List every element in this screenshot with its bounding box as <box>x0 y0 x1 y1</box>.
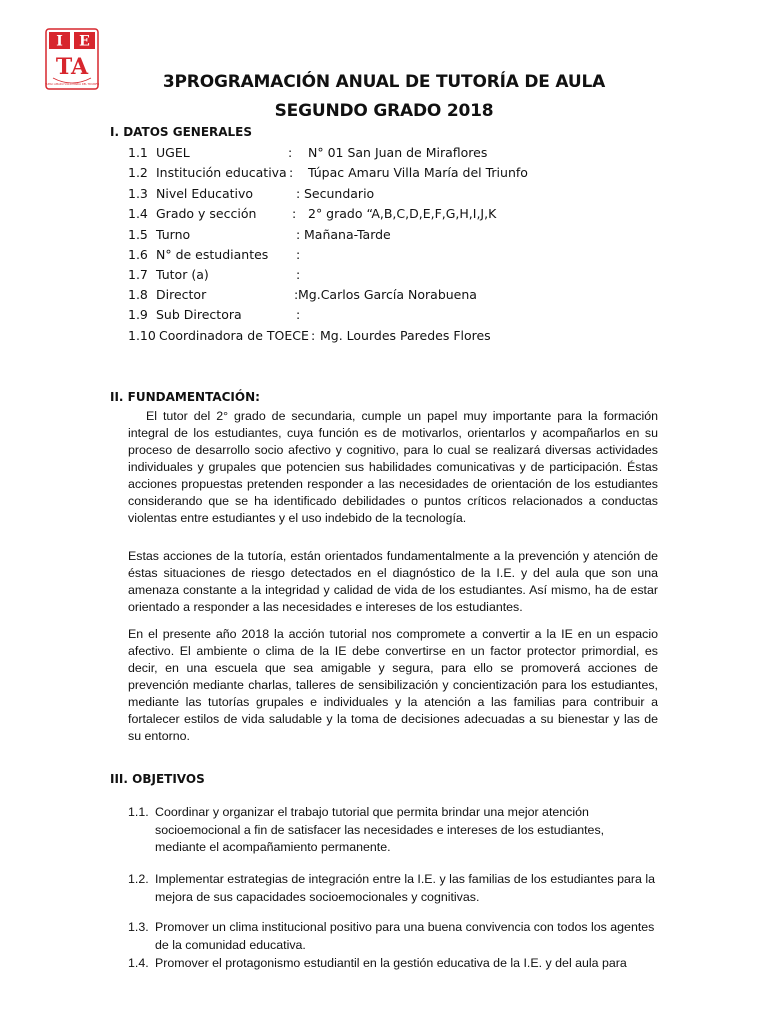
row-separator: : <box>296 227 301 242</box>
paragraph: En el presente año 2018 la acción tutorial nos compromete a convertir a la IE en un espacio afectivo. El ambiente o clima de la IE debe convertirse en un factor protector primordial, es decir, en una escuela que sea amigable y segura, para ello se promoverá acciones de prevención mediante charlas, talleres de sensibilización y concientización para los estudiantes, mediante las tutorías grupales e individuales y la atención a las familias para contribuir a fortalecer estilos de vida saludable y la toma de decisiones adecuadas a su bienestar y las de su entorno. <box>128 627 658 743</box>
logo-letter-i: I <box>56 33 63 50</box>
paragraph: El tutor del 2° grado de secundaria, cumple un papel muy importante para la formación integral de los estudiantes, cuya función es de motivarlos, orientarlos y acompañarlos en su proceso de desarrollo socio afectivo y cognitivo, para lo cual se realizará diversas actividades individuales y grupales que potencien sus habilidades comunicativas y de participación. Éstas acciones propuestas pretenden responder a las necesidades de orientación de los estudiantes considerando que se ha identificado debilidades o puntos críticos relacionados a conductas violentas entre estudiantes y el uso indebido de la tecnología. <box>128 409 658 525</box>
row-separator: : <box>296 247 301 262</box>
section-heading-fundamentacion: II. FUNDAMENTACIÓN: <box>110 390 260 404</box>
row-number: 1.9 <box>128 307 148 322</box>
objective-text: Implementar estrategias de integración entre la I.E. y las familias de los estudiantes para la mejora de sus capacidades socioemocionales y cognitivas. <box>155 872 656 904</box>
row-separator: : <box>288 145 293 160</box>
document-title: 3PROGRAMACIÓN ANUAL DE TUTORÍA DE AULA <box>162 72 606 92</box>
row-number: 1.2 <box>128 165 148 180</box>
row-value: Mañana-Tarde <box>304 227 391 242</box>
row-number: 1.5 <box>128 227 148 242</box>
objective-number: 1.1. <box>128 805 149 819</box>
row-label: Coordinadora de TOECE <box>159 328 309 343</box>
document-subtitle: SEGUNDO GRADO 2018 <box>274 101 494 121</box>
row-value: Mg. Lourdes Paredes Flores <box>320 328 491 343</box>
row-number: 1.4 <box>128 206 148 221</box>
row-number: 1.1 <box>128 145 148 160</box>
objective-number: 1.2. <box>128 872 149 886</box>
row-value: Túpac Amaru Villa María del Triunfo <box>308 165 528 180</box>
logo-monogram: TA <box>55 54 89 80</box>
row-number: 1.7 <box>128 267 148 282</box>
row-label: Grado y sección <box>156 206 257 221</box>
row-label: Nivel Educativo <box>156 186 254 201</box>
paragraph: Estas acciones de la tutoría, están orientados fundamentalmente a la prevención y atención de éstas situaciones de riesgo detectados en el diagnóstico de la I.E. y del aula que son una amenaza constante a la integridad y calidad de vida de los estudiantes. Así mismo, ha de estar orientado a responder a las necesidades e intereses de los estudiantes. <box>128 549 658 614</box>
row-separator: : <box>296 307 301 322</box>
row-separator: : <box>289 165 294 180</box>
row-separator: : <box>292 206 297 221</box>
row-value: 2° grado “A,B,C,D,E,F,G,H,I,J,K <box>308 206 497 221</box>
row-label: Director <box>156 287 207 302</box>
objective-text: Coordinar y organizar el trabajo tutorial que permita brindar una mejor atención socioemocional a fin de satisfacer las necesidades e intereses de los estudiantes, mediante el acompañamiento permanente. <box>155 805 605 854</box>
objective-item <box>128 955 658 973</box>
section-heading-datos-generales: I. DATOS GENERALES <box>110 125 253 139</box>
row-number: 1.6 <box>128 247 148 262</box>
logo-motto: TUPAC AMARU VILLA MARIA DEL TRIUNFO <box>45 83 99 86</box>
row-label: Turno <box>156 227 191 242</box>
objective-item <box>128 804 658 857</box>
row-number: 1.10 <box>128 328 156 343</box>
objective-text: Promover el protagonismo estudiantil en la gestión educativa de la I.E. y del aula para <box>155 956 627 970</box>
row-number: 1.3 <box>128 186 148 201</box>
row-value: N° 01 San Juan de Miraflores <box>308 145 488 160</box>
row-separator: : <box>296 186 301 201</box>
logo-letter-e: E <box>79 33 90 50</box>
objective-text: Promover un clima institucional positivo para una buena convivencia con todos los agentes de la comunidad educativa. <box>155 920 655 952</box>
section-heading-objetivos: III. OBJETIVOS <box>110 772 205 786</box>
row-label: UGEL <box>156 145 190 160</box>
row-label: Institución educativa <box>156 165 287 180</box>
row-label: N° de estudiantes <box>156 247 269 262</box>
row-label: Sub Directora <box>156 307 242 322</box>
objective-number: 1.3. <box>128 920 149 934</box>
objective-item <box>128 919 658 954</box>
school-logo <box>45 28 99 90</box>
row-separator: : <box>294 287 299 302</box>
row-value: Secundario <box>304 186 375 201</box>
row-separator: : <box>311 328 316 343</box>
objective-item <box>128 871 658 906</box>
row-number: 1.8 <box>128 287 148 302</box>
row-label: Tutor (a) <box>156 267 209 282</box>
objective-number: 1.4. <box>128 956 149 970</box>
row-separator: : <box>296 267 301 282</box>
row-value: Mg.Carlos García Norabuena <box>298 287 477 302</box>
